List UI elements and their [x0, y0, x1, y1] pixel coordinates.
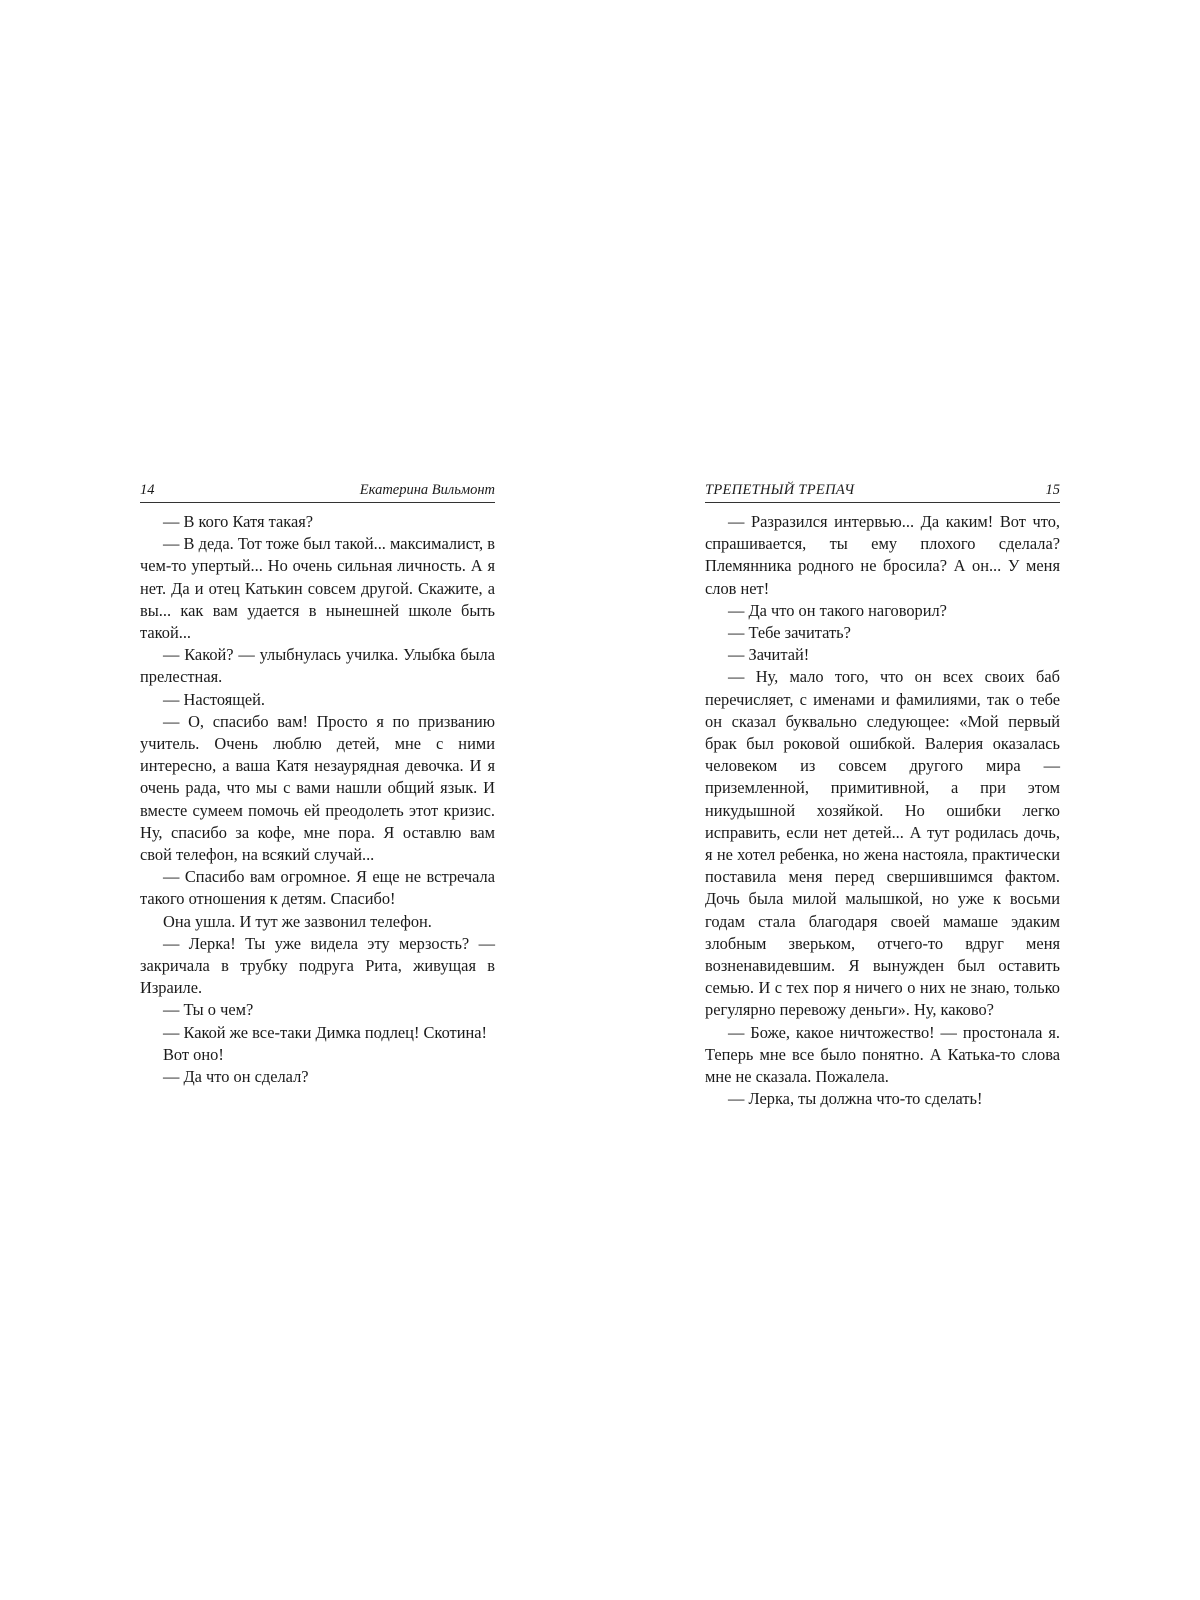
paragraph: — Тебе зачитать? [728, 623, 851, 643]
paragraph: — В кого Катя такая? [163, 512, 314, 531]
paragraph: — Ну, мало того, что он всех своих баб перечисляет, с именами и фамилиями, так о тебе он сказал буквально следующее: «Мой первый брак был роковой ошибкой. Валерия оказалась человеком из совсем другого мира — приземленной, примитивной, а при этом никудышной хозяйкой. Но ошибки легко исправить, если нет детей... А тут родилась дочь, я не хотел ребенка, но жена настояла, практически поставила меня перед свершившимся фактом. Дочь была милой малышкой, но уже к восьми годам стала благодаря своей мамаше эдаким злобным зверьком, отчего-то вдруг меня возненавидевшим. Я вынужден был оставить семью. И с тех пор я ничего о них не знаю, только регулярно перевожу деньги». Ну, каково? [705, 667, 1060, 1020]
paragraph: — О, спасибо вам! Просто я по призванию учитель. Очень люблю детей, мне с ними интересно, а ваша Катя незаурядная девочка. И я очень рада, что мы с вами нашли общий язык. И вместе сумеем помочь ей преодолеть этот кризис. Ну, спасибо за кофе, мне пора. Я оставлю вам свой телефон, на всякий случай... [140, 711, 495, 865]
paragraph: — Какой? — улыбнулась училка. Улыбка была прелестная. [140, 645, 495, 687]
paragraph: — Боже, какое ничтожество! — простонала я. Теперь мне все было понятно. А Катька-то слова мне не сказала. Пожалела. [705, 1022, 1060, 1087]
page-number-right: 15 [1045, 482, 1060, 498]
paragraph: Она ушла. И тут же зазвонил телефон. [163, 911, 432, 931]
left-page-text [140, 511, 495, 1088]
paragraph: — Лерка! Ты уже видела эту мерзость? — закричала в трубку подруга Рита, живущая в Израиле. [140, 933, 495, 998]
paragraph: — Спасибо вам огромное. Я еще не встречала такого отношения к детям. Спасибо! [140, 867, 495, 909]
paragraph: — Да что он сделал? [163, 1067, 309, 1087]
paragraph: Вот оно! [163, 1044, 224, 1064]
paragraph: — В деда. Тот тоже был такой... максималист, в чем-то упертый... Но очень сильная личность. А я нет. Да и отец Катькин совсем другой. Скажите, а вы... как вам удается в нынешней школе быть такой... [140, 534, 495, 643]
left-page [140, 481, 495, 1088]
paragraph: — Разразился интервью... Да каким! Вот что, спрашивается, ты ему плохого сделала? Племянника родного не бросила? А он... У меня слов нет! [705, 512, 1060, 598]
right-page-text [705, 511, 1060, 1110]
paragraph: — Настоящей. [163, 689, 266, 709]
paragraph: — Лерка, ты должна что-то сделать! [728, 1089, 983, 1109]
paragraph: — Какой же все-таки Димка подлец! Скотина! [163, 1022, 487, 1042]
running-head-right [705, 481, 1060, 503]
right-page [705, 481, 1060, 1110]
paragraph: — Да что он такого наговорил? [728, 600, 947, 620]
paragraph: — Ты о чем? [163, 1000, 254, 1020]
page-number-left: 14 [140, 482, 155, 498]
running-head-left [140, 481, 495, 503]
author-name: Екатерина Вильмонт [359, 482, 495, 498]
paragraph: — Зачитай! [728, 645, 810, 665]
book-title: ТРЕПЕТНЫЙ ТРЕПАЧ [705, 482, 855, 498]
